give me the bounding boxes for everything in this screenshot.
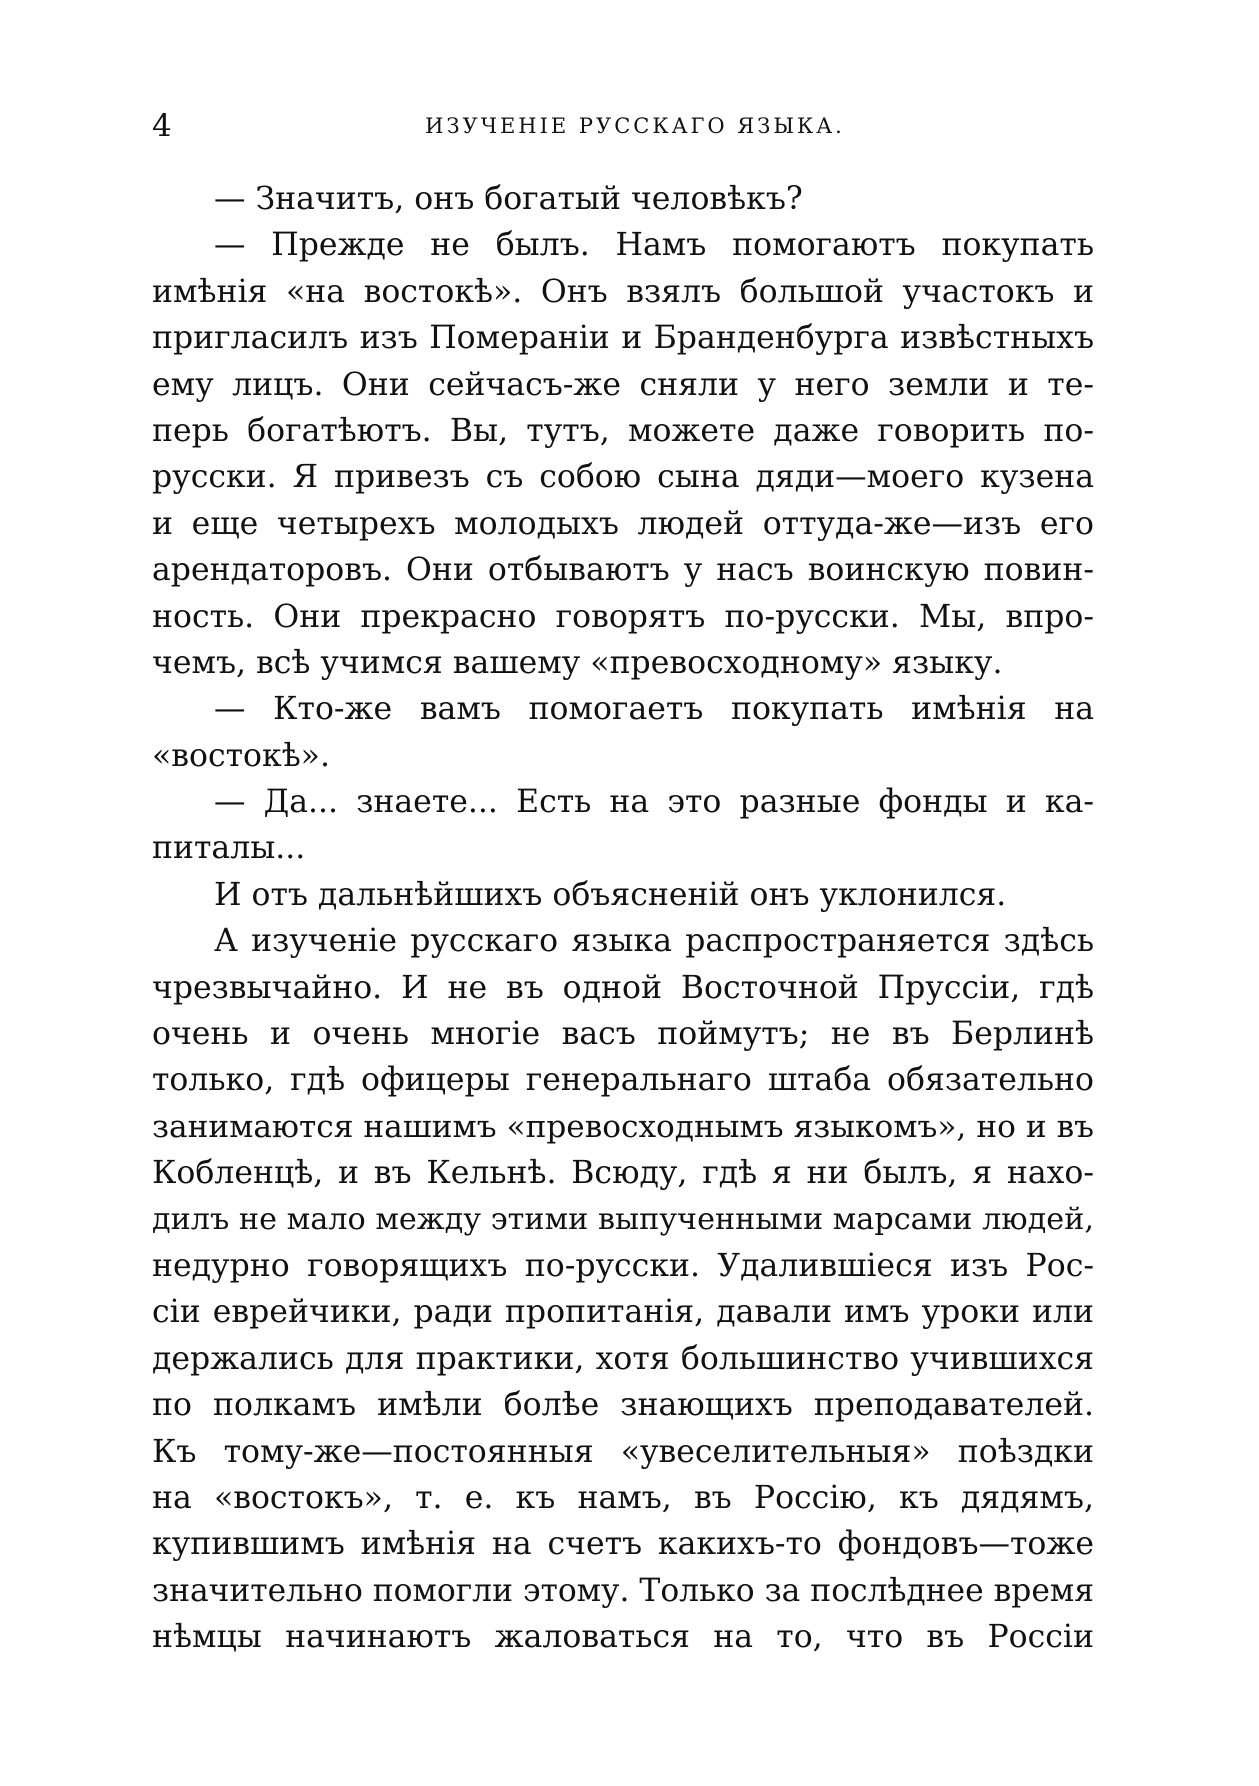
- text-line: — Прежде не былъ. Намъ помогаютъ покупать: [214, 227, 1094, 264]
- text-line: очень и очень многіе васъ поймутъ; не въ Берлинѣ: [152, 1016, 1094, 1053]
- page-number: 4: [152, 108, 172, 144]
- text-line: только, гдѣ офицеры генеральнаго штаба обязательно: [152, 1062, 1094, 1099]
- text-line: Къ тому-же—постоянныя «увеселительныя» поѣздки: [152, 1433, 1094, 1470]
- text-line: русски. Я привезъ съ собою сына дяди—моего кузена: [152, 459, 1094, 496]
- text-line: ность. Они прекрасно говорятъ по-русски. Мы, впро-: [152, 598, 1094, 635]
- text-line: пригласилъ изъ Помераніи и Бранденбурга извѣстныхъ: [152, 320, 1094, 357]
- text-line: А изученіе русскаго языка распространяется здѣсь: [214, 923, 1094, 960]
- text-line: — Значитъ, онъ богатый человѣкъ?: [214, 181, 803, 217]
- text-line: арендаторовъ. Они отбываютъ у насъ воинскую повин-: [152, 552, 1094, 589]
- text-line: Кобленцѣ, и въ Кельнѣ. Всюду, гдѣ я ни былъ, я нахо-: [152, 1155, 1094, 1192]
- text-line: дилъ не мало между этими выпученными марсами людей,: [152, 1201, 1094, 1237]
- text-line: занимаются нашимъ «превосходнымъ языкомъ», но и въ: [152, 1108, 1094, 1145]
- text-line: недурно говорящихъ по-русски. Удалившіеся изъ Рос-: [152, 1247, 1094, 1284]
- text-line: чрезвычайно. И не въ одной Восточной Пруссіи, гдѣ: [152, 969, 1094, 1006]
- text-line: — Кто-же вамъ помогаетъ покупать имѣнія на: [214, 691, 1094, 728]
- text-line: нѣмцы начинаютъ жаловаться на то, что въ Россіи: [152, 1619, 1094, 1656]
- running-title: ИЗУЧЕНІЕ РУССКАГО ЯЗЫКА.: [425, 114, 845, 138]
- text-line: купившимъ имѣнія на счетъ какихъ-то фондовъ—тоже: [152, 1526, 1094, 1563]
- text-line: питалы...: [152, 830, 306, 867]
- text-line: перь богатѣютъ. Вы, тутъ, можете даже говорить по-: [152, 412, 1094, 449]
- text-line: чемъ, всѣ учимся вашему «превосходному» языку.: [152, 644, 1003, 681]
- text-line: ему лицъ. Они сейчасъ-же сняли у него земли и те-: [152, 366, 1094, 403]
- text-line: по полкамъ имѣли болѣе знающихъ преподавателей.: [152, 1387, 1094, 1424]
- running-header: [152, 108, 1094, 156]
- body-text: [152, 176, 1094, 1661]
- text-line: на «востокъ», т. е. къ намъ, въ Россію, къ дядямъ,: [152, 1479, 1094, 1516]
- text-line: имѣнія «на востокѣ». Онъ взялъ большой участокъ и: [152, 273, 1094, 310]
- text-line: значительно помогли этому. Только за послѣднее время: [152, 1572, 1094, 1609]
- text-line: — Да... знаете... Есть на это разные фонды и ка-: [214, 784, 1094, 821]
- book-page: [152, 108, 1094, 1661]
- text-line: сіи еврейчики, ради пропитанія, давали имъ уроки или: [152, 1294, 1094, 1331]
- text-line: И отъ дальнѣйшихъ объясненій онъ уклонился.: [214, 876, 1007, 913]
- text-line: держались для практики, хотя большинство учившихся: [152, 1340, 1094, 1377]
- text-line: «востокѣ».: [152, 737, 330, 774]
- text-line: и еще четырехъ молодыхъ людей оттуда-же—изъ его: [152, 505, 1094, 542]
